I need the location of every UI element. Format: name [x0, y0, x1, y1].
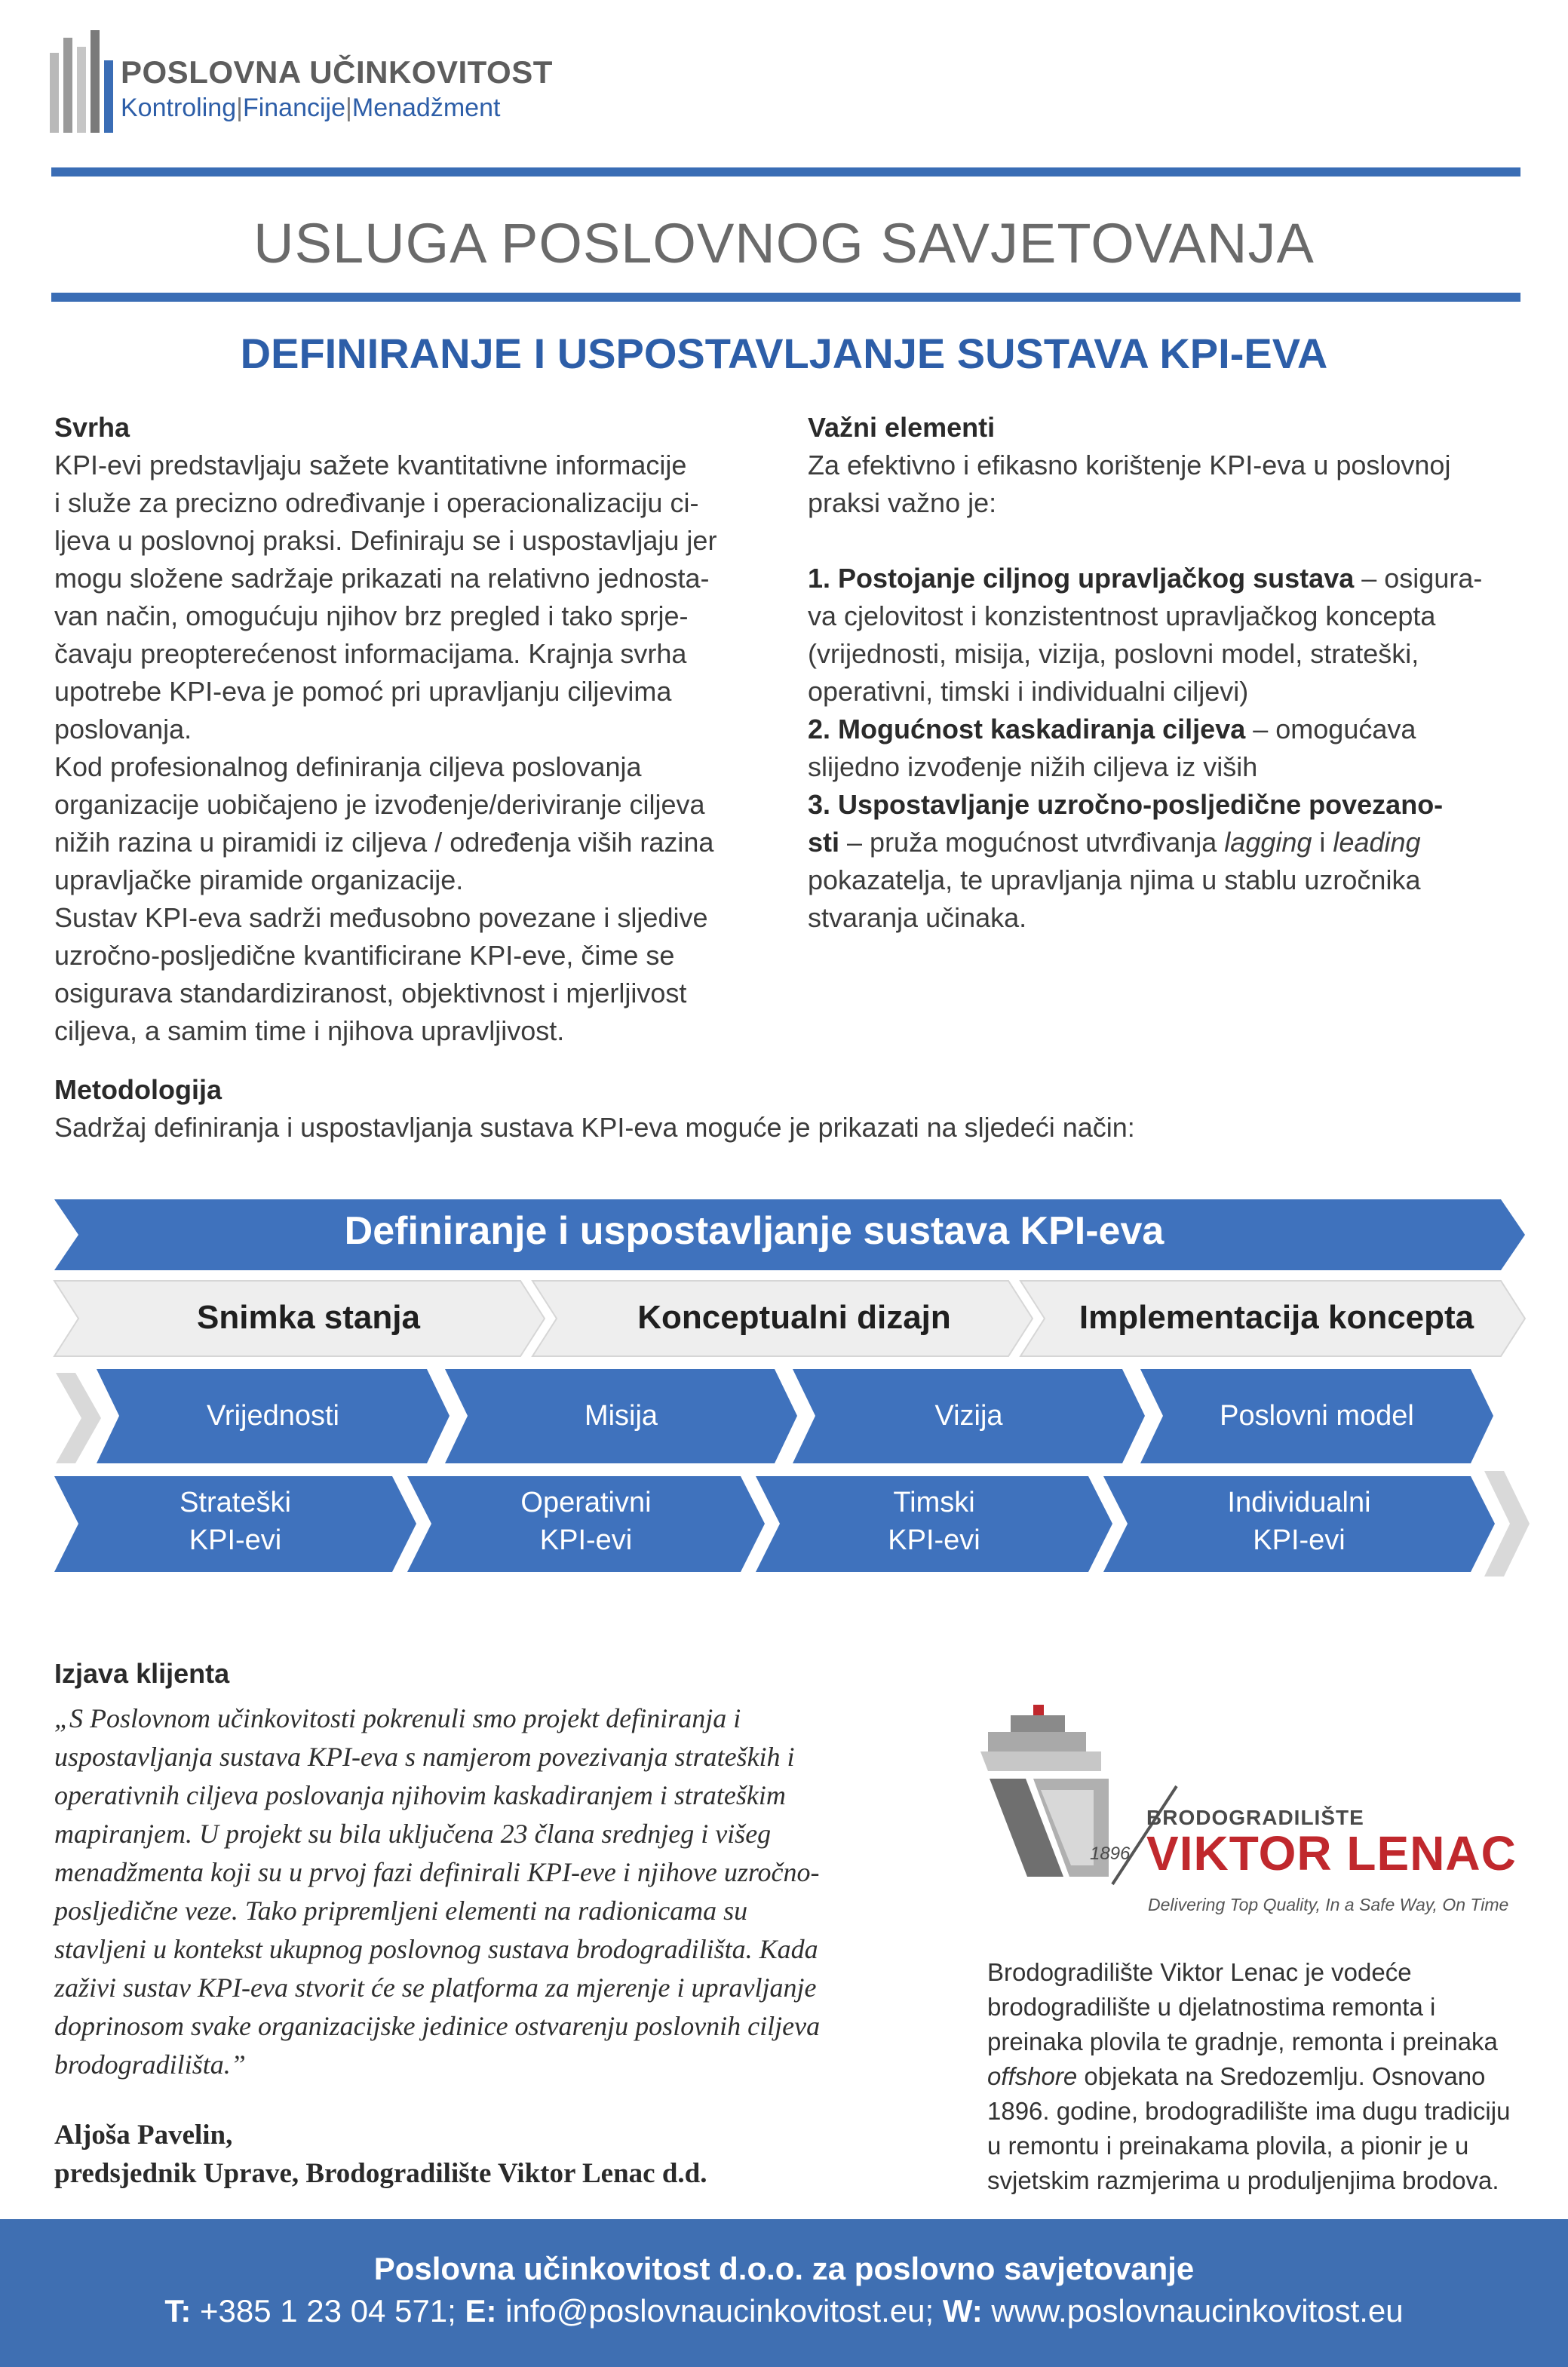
vazni-item-2-line: slijedno izvođenje nižih ciljeva iz viših — [808, 751, 1258, 782]
row1-label-1: Vrijednosti — [206, 1400, 339, 1432]
row2-label-4: Individualni KPI-evi — [1227, 1487, 1371, 1556]
svrha-line: i služe za precizno određivanje i operacionalizaciju ci- — [54, 487, 699, 518]
quote-line: zaživi sustav KPI-eva stvorit će se platforma za mjerenje i upravljanje — [54, 1972, 817, 2003]
svrha-line: KPI-evi predstavljaju sažete kvantitativne informacije — [54, 450, 687, 480]
footer-email[interactable]: info@poslovnaucinkovitost.eu; — [496, 2293, 943, 2329]
footer-company: Poslovna učinkovitost d.o.o. za poslovno savjetovanje — [373, 2251, 1195, 2286]
row2-label-3: Timski KPI-evi — [888, 1487, 980, 1556]
svrha-line: organizacije uobičajeno je izvođenje/deriviranje ciljeva — [54, 789, 705, 820]
vazni-item-1: 1. Postojanje ciljnog upravljačkog sustava – osigura- — [808, 563, 1483, 594]
svrha-line: upravljačke piramide organizacije. — [54, 864, 464, 895]
client-logo-name: VIKTOR LENAC — [1146, 1826, 1517, 1880]
client-about: Brodogradilište Viktor Lenac je vodeće brodogradilište u djelatnostima remonta i preinaka plovila te gradnje, remonta i preinaka offshore objekata na Sredozemlju. Osnovano 1896. godine, brodogradilište ima dugu tradiciju u remontu i preinakama plovila, a pionir je u svjetskim razmjerima u produljenjima brodova. — [987, 1958, 1511, 2194]
svrha-line: nižih razina u piramidi iz ciljeva / određenja viših razina — [54, 827, 714, 858]
diagram-top-label: Definiranje i uspostavljanje sustava KPI-eva — [344, 1209, 1164, 1253]
vazni-item-1-line: operativni, timski i individualni ciljevi) — [808, 676, 1249, 707]
svrha-line: upotrebe KPI-eva je pomoć pri upravljanju ciljevima — [54, 676, 672, 707]
svrha-section — [54, 409, 786, 1050]
quote-line: posljedične veze. Tako pripremljeni elementi na radionicama su — [54, 1896, 748, 1926]
page-title: USLUGA POSLOVNOG SAVJETOVANJA — [253, 212, 1315, 275]
row2-label-1: Strateški KPI-evi — [180, 1487, 291, 1556]
vazni-item-1-line: (vrijednosti, misija, vizija, poslovni model, strateški, — [808, 638, 1419, 669]
vazni-elementi-section — [808, 409, 1532, 937]
vazni-item-3-line: pokazatelja, te upravljanja njima u stablu uzročnika — [808, 864, 1421, 895]
metodologija-heading: Metodologija — [54, 1074, 222, 1105]
phase-label-1: Snimka stanja — [197, 1299, 420, 1336]
quote-line: operativnih ciljeva poslovanja njihovim kaskadiranjem i strateškim — [54, 1780, 786, 1810]
vazni-heading: Važni elementi — [808, 412, 996, 443]
svrha-line: mogu složene sadržaje prikazati na relativno jednosta- — [54, 563, 710, 594]
company-logo-bars — [48, 30, 116, 133]
quote-line: stavljeni u kontekst ukupnog poslovnog sustava brodogradilišta. Kada — [54, 1934, 818, 1964]
quote-line: uspostavljanja sustava KPI-eva s namjerom povezivanja strateških i — [54, 1742, 795, 1772]
header-rule — [51, 167, 1520, 177]
svrha-line: van način, omogućuju njihov brz pregled i tako sprje- — [54, 600, 689, 631]
row1-label-3: Vizija — [934, 1400, 1003, 1432]
vazni-intro: praksi važno je: — [808, 487, 997, 518]
client-quote — [54, 1699, 959, 2084]
svrha-line: čavaju preopterećenost informacijama. Krajnja svrha — [54, 638, 687, 669]
svrha-line: osigurava standardiziranost, objektivnost i mjerljivost — [54, 978, 687, 1009]
vazni-intro: Za efektivno i efikasno korištenje KPI-eva u poslovnoj — [808, 450, 1451, 480]
client-signature: Aljoša Pavelin, predsjednik Uprave, Brodogradilište Viktor Lenac d.d. — [54, 2120, 707, 2189]
svrha-line: ciljeva, a samim time i njihova upravljivost. — [54, 1015, 565, 1046]
metodologija-text: Sadržaj definiranja i uspostavljanja sustava KPI-eva moguće je prikazati na sljedeći način: — [54, 1112, 1135, 1143]
phase-label-3: Implementacija koncepta — [1079, 1299, 1474, 1336]
client-logo-tagline: Delivering Top Quality, In a Safe Way, On Time — [1148, 1895, 1509, 1914]
company-logo-title: POSLOVNA UČINKOVITOST — [121, 54, 553, 90]
svrha-line: uzročno-posljedične kvantificirane KPI-eve, čime se — [54, 940, 675, 971]
quote-line: doprinosom svake organizacijske jedinice ostvarenju poslovnih ciljeva — [54, 2011, 821, 2041]
vazni-item-3-line: stvaranja učinaka. — [808, 902, 1027, 933]
client-logo-small: BRODOGRADILIŠTE — [1146, 1806, 1364, 1829]
svrha-line: Sustav KPI-eva sadrži međusobno povezane i sljedive — [54, 902, 708, 933]
svrha-line: ljeva u poslovnoj praksi. Definiraju se i uspostavljaju jer — [54, 525, 717, 556]
svrha-line: Kod profesionalnog definiranja ciljeva poslovanja — [54, 751, 642, 782]
vazni-item-3: 3. Uspostavljanje uzročno-posljedične povezano- — [808, 789, 1444, 820]
left-gray-arrow — [56, 1373, 101, 1463]
svrha-line: poslovanja. — [54, 714, 192, 744]
phase-label-2: Konceptualni dizajn — [637, 1299, 951, 1336]
row2-label-2: Operativni KPI-evi — [520, 1487, 652, 1556]
page-subtitle: DEFINIRANJE I USPOSTAVLJANJE SUSTAVA KPI-EVA — [240, 330, 1328, 377]
metodologija-section — [54, 1071, 1533, 1147]
quote-line: mapiranjem. U projekt su bila uključena 23 člana srednjeg i višeg — [54, 1819, 772, 1849]
footer-website[interactable]: www.poslovnaucinkovitost.eu — [982, 2293, 1404, 2329]
quote-line: menadžmenta koji su u prvoj fazi definirali KPI-eve i njihove uzročno- — [54, 1857, 820, 1887]
svrha-heading: Svrha — [54, 412, 130, 443]
client-logo-year: 1896 — [1090, 1844, 1131, 1864]
vazni-item-1-line: va cjelovitost i konzistentnost upravljačkog koncepta — [808, 600, 1436, 631]
izjava-heading: Izjava klijenta — [54, 1658, 230, 1689]
company-logo-subtitle: Kontroling|Financije|Menadžment — [121, 94, 501, 122]
quote-line: „S Poslovnom učinkovitosti pokrenuli smo projekt definiranja i — [54, 1703, 741, 1733]
quote-line: brodogradilišta.” — [54, 2049, 246, 2080]
vazni-item-2: 2. Mogućnost kaskadiranja ciljeva – omogućava — [808, 714, 1416, 744]
vazni-item-3-line: sti – pruža mogućnost utvrđivanja lagging i leading — [808, 827, 1421, 858]
row1-label-4: Poslovni model — [1220, 1400, 1414, 1432]
row1-label-2: Misija — [584, 1400, 658, 1432]
footer-contacts: T: +385 1 23 04 571; E: info@poslovnaucinkovitost.eu; W: www.poslovnaucinkovitost.eu — [164, 2293, 1404, 2329]
title-rule — [51, 293, 1520, 302]
footer-phone: +385 1 23 04 571; — [191, 2293, 465, 2329]
